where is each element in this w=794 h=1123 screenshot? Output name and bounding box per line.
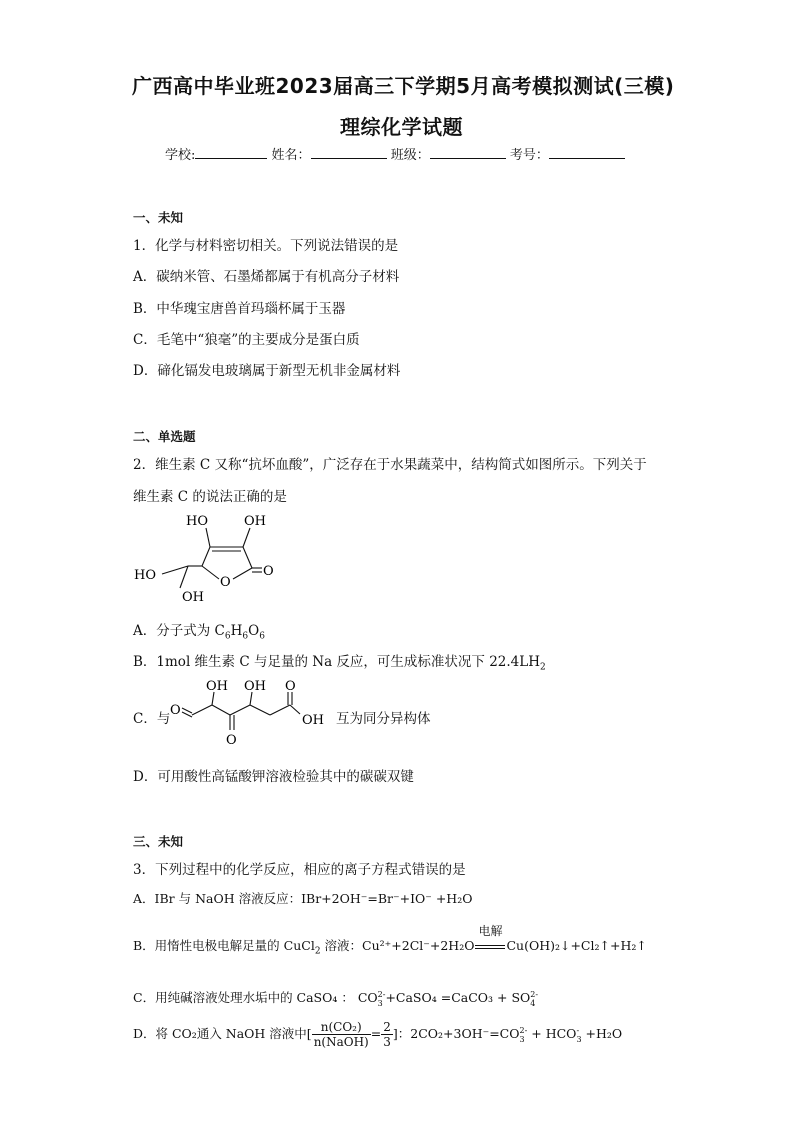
isomer-label-keto-o: O [226,733,237,748]
ratio-value-denominator: 3 [383,1035,391,1049]
so4-sup: 2- [530,989,539,999]
q3-option-d-prefix: D．将 CO₂通入 NaOH 溶液中[ [133,1026,312,1041]
vc-label-carbonyl-o: O [263,564,274,579]
exam-no-label: 考号： [509,148,549,163]
q3-option-b-sub: 2 [314,946,321,957]
q2-option-a [133,619,265,642]
vc-label-oh-bottom: OH [182,590,204,605]
q2-option-b-text: B．1mol 维生素 C 与足量的 Na 反应，可生成标准状况下 22.4LH [133,654,540,670]
so4-sub: 4 [530,998,536,1008]
mole-ratio-fraction [312,1020,371,1049]
section1-heading: 一、未知 [133,210,184,225]
co3-d-sup: 2- [519,1025,528,1035]
ratio-value-numerator: 2 [383,1020,391,1034]
q1-option-c: C．毛笔中“狼毫”的主要成分是蛋白质 [133,332,360,348]
isomer-label-ald-o: O [170,703,181,718]
co3-sub: 3 [377,998,383,1008]
name-label: 姓名： [271,148,311,163]
school-label: 学校: [165,148,196,163]
vc-label-ho-chain: HO [134,568,156,583]
q3-option-d-plus: + HCO [527,1026,577,1041]
q3-stem: 3．下列过程中的化学反应，相应的离子方程式错误的是 [133,862,466,878]
q1-stem: 1．化学与材料密切相关。下列说法错误的是 [133,238,399,254]
isomer-label-acid-oh: OH [302,713,324,728]
school-input[interactable] [195,146,267,159]
isomer-structure [168,678,336,748]
q3-option-d-end: +H₂O [581,1026,623,1041]
q2-stem-line2: 维生素 C 的说法正确的是 [133,489,287,505]
class-input[interactable] [430,146,506,159]
co3-sup: 2- [377,989,386,999]
q2-option-d: D．可用酸性高锰酸钾溶液检验其中的碳碳双键 [133,769,414,785]
electrolysis-equals [475,945,505,949]
q3-option-a: A．IBr 与 NaOH 溶液反应：IBr+2OH⁻=Br⁻+IO⁻ +H₂O [133,891,473,906]
q2-option-a-h-count: 6 [242,631,249,642]
q3-option-c-prefix: C．用纯碱溶液处理水垢中的 CaSO₄ ： CO [133,990,378,1005]
q2-option-c-prefix: C．与 [133,711,171,727]
co3-d-sub: 3 [519,1034,525,1044]
vc-label-oh-top: OH [244,514,266,529]
q2-option-a-c-count: 6 [224,631,231,642]
hco3-sup: - [576,1025,580,1035]
ratio-numerator: n(CO₂) [312,1020,371,1035]
q2-option-a-o: O [248,623,260,639]
q3-option-d-mid: ]：2CO₂+3OH⁻=CO [392,1026,520,1041]
q3-option-b-suffix: Cu(OH)₂↓+Cl₂↑+H₂↑ [506,938,647,953]
q1-option-d: D．碲化镉发电玻璃属于新型无机非金属材料 [133,363,401,379]
hco3-sub: 3 [576,1034,582,1044]
exam-subtitle: 理综化学试题 [340,115,463,139]
electrolysis-condition [474,924,506,953]
q2-option-a-o-count: 6 [259,631,265,642]
q2-option-b [133,650,546,673]
q3-option-c-mid: +CaSO₄ =CaCO₃ + SO [385,990,531,1005]
ratio-denominator: n(NaOH) [313,1035,369,1049]
exam-no-input[interactable] [549,146,625,159]
isomer-label-acid-o: O [285,679,296,694]
q2-option-c-suffix: 互为同分异构体 [336,711,431,727]
so4-charge [530,990,538,1008]
exam-title: 广西高中毕业班2023届高三下学期5月高考模拟测试(三模) [132,74,675,98]
q1-option-b: B．中华瑰宝唐兽首玛瑙杯属于玉器 [133,301,346,317]
vitamin-c-structure [130,508,290,608]
q3-option-b-prefix: B．用惰性电极电解足量的 CuCl [133,938,315,953]
student-info-fields [165,144,625,163]
ratio-value-fraction [381,1020,393,1049]
ratio-equals: = [370,1026,382,1041]
class-label: 班级： [390,148,430,163]
q1-option-a: A．碳纳米管、石墨烯都属于有机高分子材料 [133,269,400,285]
vc-label-ring-o: O [220,575,231,590]
isomer-label-oh1: OH [206,679,228,694]
q3-option-c [133,988,538,1008]
q2-option-a-h: H [230,623,243,639]
section3-heading: 三、未知 [133,834,184,849]
section2-heading: 二、单选题 [133,429,196,444]
q2-option-b-sub: 2 [540,662,546,673]
electrolysis-label: 电解 [478,924,503,938]
q2-option-a-prefix: A．分子式为 C [133,623,225,639]
vc-label-ho-top: HO [186,514,208,529]
name-input[interactable] [311,146,387,159]
q3-option-b [133,924,647,957]
isomer-label-oh2: OH [244,679,266,694]
q2-stem-line1: 2．维生素 C 又称“抗坏血酸”，广泛存在于水果蔬菜中，结构简式如图所示。下列关于 [133,457,647,473]
q3-option-d [133,1020,622,1049]
q3-option-b-mid: 溶液：Cu²⁺+2Cl⁻+2H₂O [320,938,475,953]
